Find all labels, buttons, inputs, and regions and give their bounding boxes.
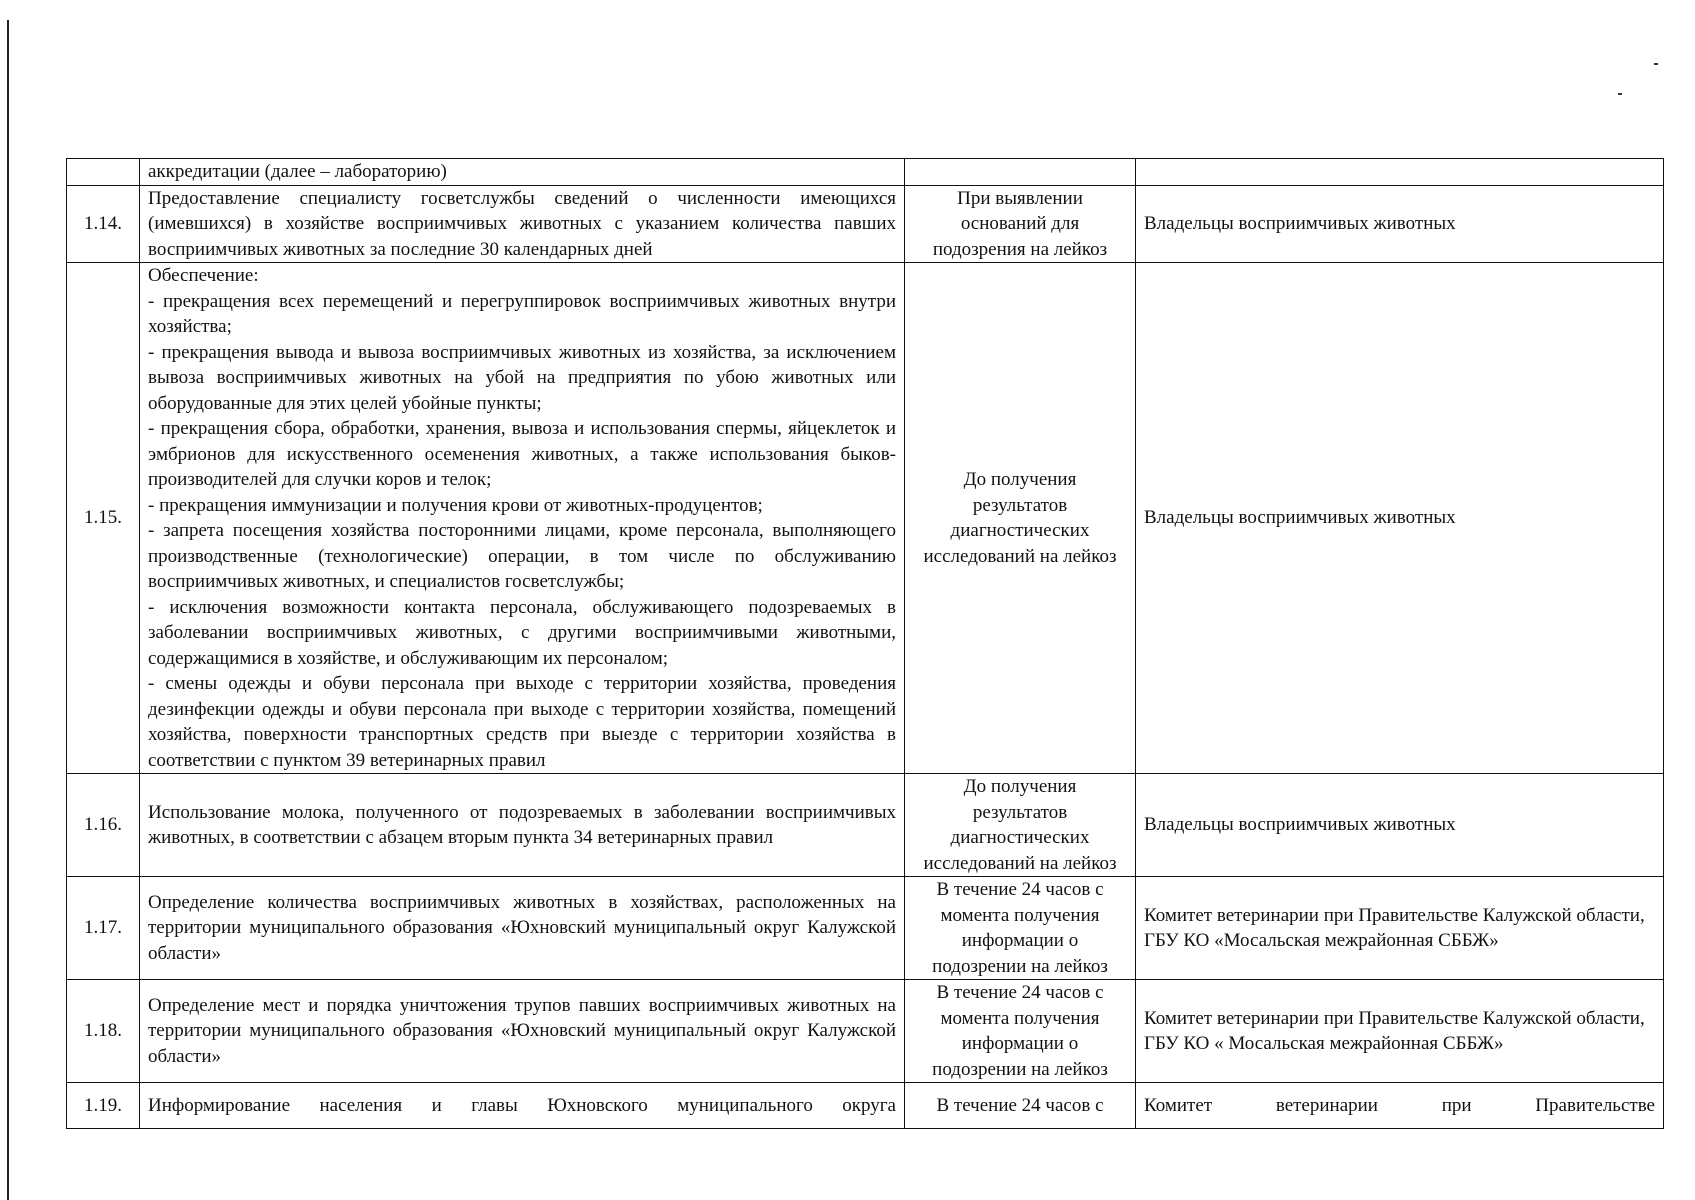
responsible-cell [1136, 263, 1664, 774]
row-number: 1.17. [67, 877, 140, 980]
responsible-cell [1136, 980, 1664, 1083]
measure-text [140, 1083, 905, 1129]
responsible-line: Владельцы восприимчивых животных [1144, 213, 1456, 234]
term-line: информации о [961, 930, 1079, 951]
term-cell [905, 185, 1136, 263]
term-line: исследований на лейкоз [923, 852, 1117, 874]
term-line: В течение 24 часов с [936, 1094, 1104, 1116]
responsible-cell [1136, 185, 1664, 263]
row-number: 1.15. [67, 263, 140, 774]
measure-text [140, 980, 905, 1083]
page-binding-line [7, 20, 9, 1200]
measure-paragraph: Предоставление специалисту госветслужбы сведений о численности имеющихся (имевшихся) в хозяйстве восприимчивых животных с указанием количества павших восприимчивых животных за последние 30 календарных дней [148, 187, 896, 260]
term-line: оснований для [960, 213, 1080, 234]
term-line: подозрении на лейкоз [932, 1058, 1108, 1080]
responsible-line: Владельцы восприимчивых животных [1144, 814, 1456, 836]
term-line: подозрения на лейкоз [932, 238, 1108, 260]
term-cell [905, 263, 1136, 774]
responsible-line: Комитет ветеринарии при Правительстве [1144, 1094, 1655, 1116]
term-line: диагностических [950, 520, 1090, 541]
term-line: результатов [972, 801, 1068, 823]
term-line: диагностических [950, 827, 1090, 848]
term-line: исследований на лейкоз [923, 545, 1117, 567]
measure-paragraph: - прекращения вывода и вывоза восприимчивых животных из хозяйства, за исключением вывоза восприимчивых животных на убой на предприятия по убою животных или оборудованные для этих целей убойные пункты; [148, 341, 896, 414]
term-line: До получения [963, 469, 1077, 490]
term-line: В течение 24 часов с [936, 879, 1104, 900]
row-number: 1.19. [67, 1083, 140, 1129]
term-line: момента получения [940, 1007, 1100, 1029]
measures-table [66, 158, 1664, 1129]
measure-paragraph: Информирование населения и главы Юхновского муниципального округа [148, 1094, 896, 1116]
term-line: подозрении на лейкоз [932, 955, 1108, 977]
term-line: В течение 24 часов с [936, 982, 1104, 1003]
measure-text [140, 774, 905, 877]
scan-speck [1618, 93, 1622, 95]
responsible-line: Комитет ветеринарии при Правительстве Калужской области, [1144, 904, 1645, 926]
measure-paragraph: - прекращения сбора, обработки, хранения, вывоза и использования спермы, яйцеклеток и эмбрионов для искусственного осеменения животных, а также использования быков-производителей для случки коров и телок; [148, 418, 896, 490]
table-row [67, 877, 1664, 980]
measure-paragraph: - смены одежды и обуви персонала при выходе с территории хозяйства, проведения дезинфекции одежды и обуви персонала при выходе с территории хозяйства, помещений хозяйства, поверхности транспортных средств при выезде с территории хозяйства в соответствии с пунктом 39 ветеринарных правил [148, 673, 896, 771]
responsible-line: ГБУ КО «Мосальская межрайонная СББЖ» [1144, 930, 1499, 951]
table-row [67, 1083, 1664, 1129]
responsible-line: Комитет ветеринарии при Правительстве Калужской области, [1144, 1007, 1645, 1029]
term-cell [905, 159, 1136, 186]
term-line: При выявлении [957, 187, 1083, 209]
row-number: 1.14. [67, 185, 140, 263]
measure-paragraph: Обеспечение: [148, 265, 259, 286]
row-number: 1.16. [67, 774, 140, 877]
table-row [67, 980, 1664, 1083]
term-cell [905, 774, 1136, 877]
term-cell [905, 980, 1136, 1083]
measure-text [140, 185, 905, 263]
term-cell [905, 877, 1136, 980]
row-number: 1.18. [67, 980, 140, 1083]
term-line: До получения [963, 776, 1077, 797]
measure-paragraph: - исключения возможности контакта персонала, обслуживающего подозреваемых в заболевании восприимчивых животных, с другими восприимчивыми животными, содержащимися в хозяйстве, и обслуживающим их персоналом; [148, 596, 896, 669]
measure-text [140, 263, 905, 774]
measure-paragraph: Определение мест и порядка уничтожения трупов павших восприимчивых животных на территории муниципального образования «Юхновский муниципальный округ Калужской области» [148, 994, 896, 1067]
responsible-cell [1136, 774, 1664, 877]
measure-text [140, 159, 905, 186]
table-row [67, 185, 1664, 263]
term-line: результатов [972, 494, 1068, 516]
measure-paragraph: Использование молока, полученного от подозреваемых в заболевании восприимчивых животных, в соответствии с абзацем вторым пункта 34 ветеринарных правил [148, 801, 896, 848]
measure-paragraph: - прекращения всех перемещений и перегруппировок восприимчивых животных внутри хозяйства; [148, 290, 896, 337]
responsible-cell [1136, 159, 1664, 186]
measure-text [140, 877, 905, 980]
term-line: информации о [961, 1033, 1079, 1054]
measure-paragraph: аккредитации (далее – лабораторию) [148, 161, 447, 182]
measure-paragraph: - запрета посещения хозяйства посторонними лицами, кроме персонала, выполняющего производственные (технологические) операции, в том числе по обслуживанию восприимчивых животных, и специалистов госветслужбы; [148, 520, 896, 592]
scan-speck [1654, 63, 1658, 65]
measure-paragraph: - прекращения иммунизации и получения крови от животных-продуцентов; [148, 494, 763, 516]
responsible-cell [1136, 1083, 1664, 1129]
measure-paragraph: Определение количества восприимчивых животных в хозяйствах, расположенных на территории муниципального образования «Юхновский муниципальный округ Калужской области» [148, 891, 896, 964]
responsible-cell [1136, 877, 1664, 980]
responsible-line: Владельцы восприимчивых животных [1144, 507, 1456, 529]
term-cell [905, 1083, 1136, 1129]
term-line: момента получения [940, 904, 1100, 926]
table-row [67, 774, 1664, 877]
table-row [67, 159, 1664, 186]
responsible-line: ГБУ КО « Мосальская межрайонная СББЖ» [1144, 1033, 1504, 1054]
table-row [67, 263, 1664, 774]
row-number [67, 159, 140, 186]
